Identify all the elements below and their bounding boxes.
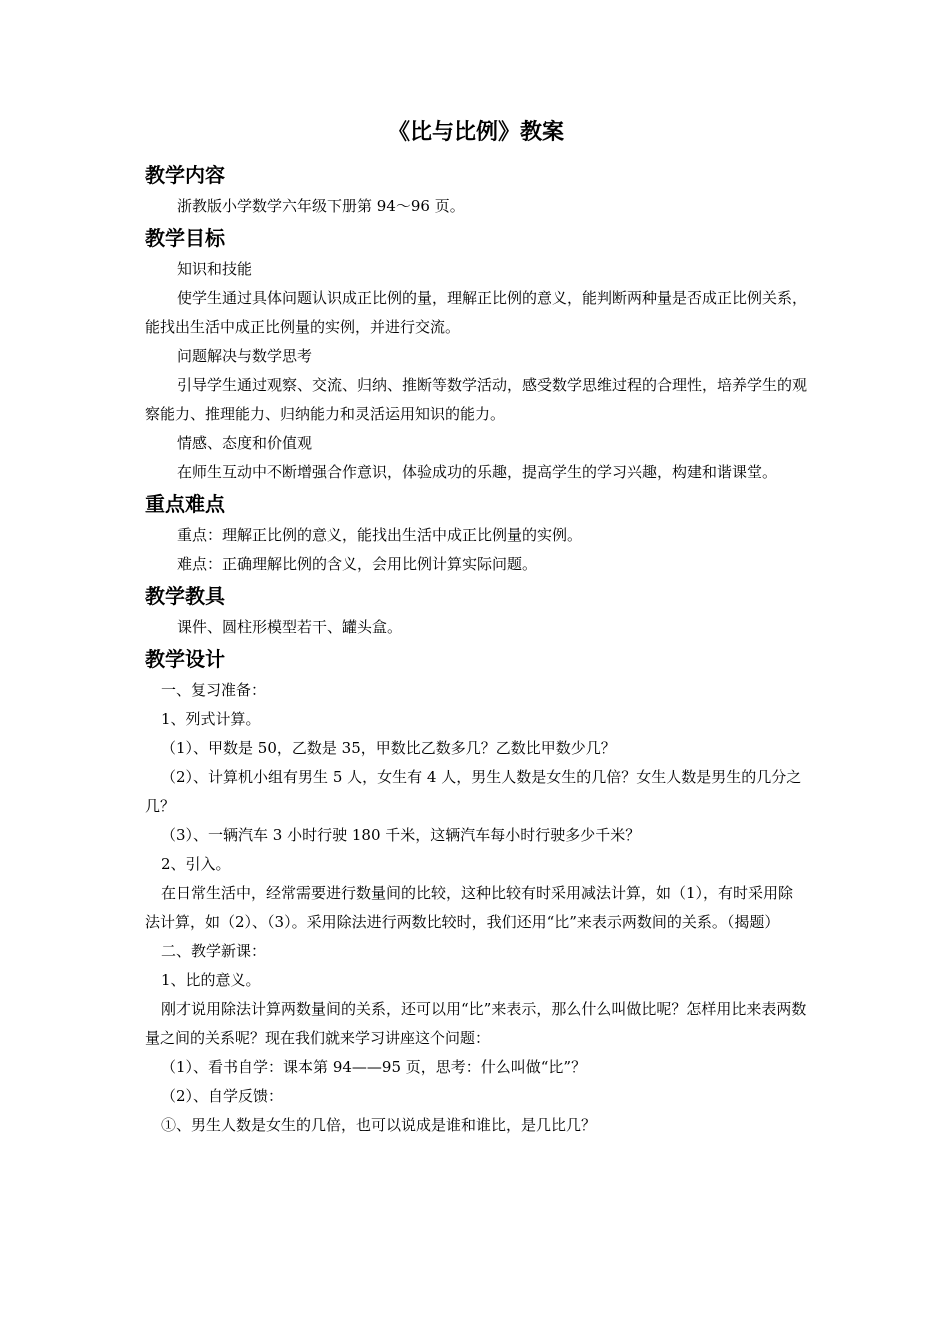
heading-key-points: 重点难点	[145, 492, 225, 516]
goals-sub-attitude: 情感、态度和价值观	[177, 434, 313, 452]
design-line: 一、复习准备：	[161, 681, 267, 699]
goals-paragraph-attitude: 在师生互动中不断增强合作意识，体验成功的乐趣，提高学生的学习兴趣，构建和谐课堂。	[177, 463, 778, 481]
key-point: 重点：理解正比例的意义，能找出生活中成正比例量的实例。	[177, 526, 583, 544]
design-line: （1）、看书自学：课本第 94——95 页，思考：什么叫做“比”？	[161, 1058, 587, 1076]
difficult-point: 难点：正确理解比例的含义，会用比例计算实际问题。	[177, 555, 538, 573]
design-line: 1、比的意义。	[161, 971, 261, 989]
heading-design: 教学设计	[145, 647, 225, 671]
design-line: 刚才说用除法计算两数量间的关系，还可以用“比”来表示，那么什么叫做比呢？怎样用比来表两数量之间的关系呢？现在我们就来学习讲座这个问题：	[145, 1000, 807, 1047]
design-line: （3）、一辆汽车 3 小时行驶 180 千米，这辆汽车每小时行驶多少千米？	[161, 826, 641, 844]
design-line: 1、列式计算。	[161, 710, 261, 728]
design-line: 二、教学新课：	[161, 942, 267, 960]
design-line: （2）、计算机小组有男生 5 人，女生有 4 人，男生人数是女生的几倍？女生人数是男生的几分之几？	[145, 768, 802, 815]
heading-content: 教学内容	[145, 163, 225, 187]
design-line: ①、男生人数是女生的几倍，也可以说成是谁和谁比，是几比几？	[161, 1116, 597, 1134]
goals-sub-knowledge: 知识和技能	[177, 260, 253, 278]
content-text: 浙教版小学数学六年级下册第 94～96 页。	[177, 197, 465, 215]
goals-sub-problem: 问题解决与数学思考	[177, 347, 313, 365]
design-line: （1）、甲数是 50，乙数是 35，甲数比乙数多几？乙数比甲数少几？	[161, 739, 616, 757]
tools-text: 课件、圆柱形模型若干、罐头盒。	[177, 618, 403, 636]
document-page	[145, 108, 807, 1140]
goals-paragraph-knowledge: 使学生通过具体问题认识成正比例的量，理解正比例的意义，能判断两种量是否成正比例关系，能找出生活中成正比例量的实例，并进行交流。	[145, 289, 808, 336]
design-line: （2）、自学反馈：	[161, 1087, 284, 1105]
design-line: 2、引入。	[161, 855, 231, 873]
heading-tools: 教学教具	[145, 584, 225, 608]
document-title: 《比与比例》教案	[387, 120, 564, 145]
design-line: 在日常生活中，经常需要进行数量间的比较，这种比较有时采用减法计算，如（1），有时采用除法计算，如（2）、（3）。采用除法进行两数比较时，我们还用“比”来表示两数间的关系。（揭题）	[145, 884, 794, 931]
heading-goals: 教学目标	[145, 226, 225, 250]
goals-paragraph-problem: 引导学生通过观察、交流、归纳、推断等数学活动，感受数学思维过程的合理性，培养学生的观察能力、推理能力、归纳能力和灵活运用知识的能力。	[145, 376, 808, 423]
